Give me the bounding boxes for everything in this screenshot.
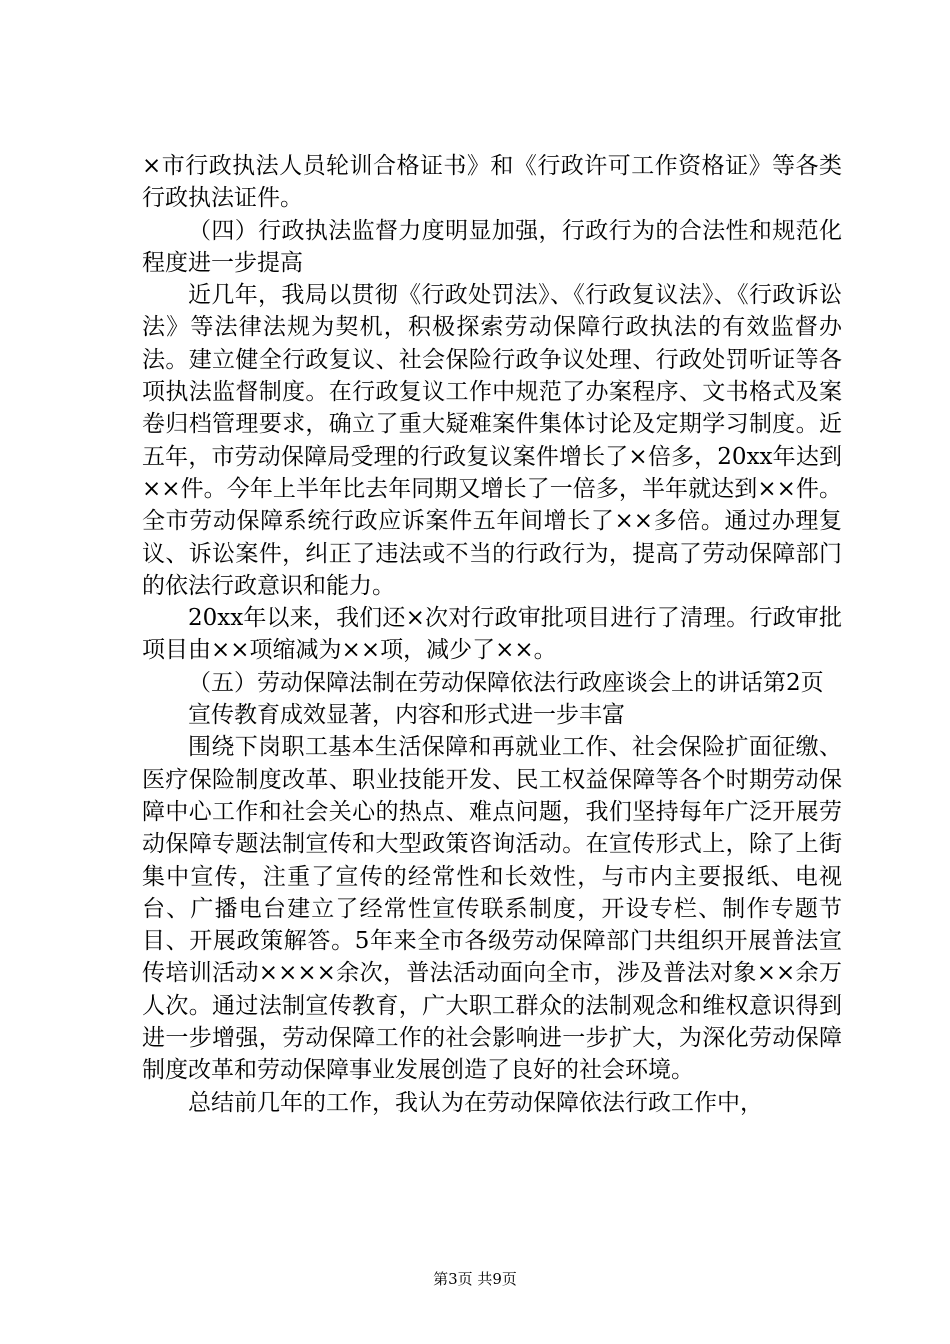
- paragraph: 20xx年以来，我们还×次对行政审批项目进行了清理。行政审批项目由××项缩减为××项，减少了××。: [142, 605, 842, 664]
- paragraph: （五）劳动保障法制在劳动保障依法行政座谈会上的讲话第2页: [188, 669, 824, 696]
- paragraph: （四）行政执法监督力度明显加强，行政行为的合法性和规范化程度进一步提高: [142, 217, 842, 276]
- paragraph: ×市行政执法人员轮训合格证书》和《行政许可工作资格证》等各类行政执法证件。: [142, 153, 842, 212]
- paragraph: 近几年，我局以贯彻《行政处罚法》、《行政复议法》、《行政诉讼法》等法律法规为契机，积极探索劳动保障行政执法的有效监督办法。建立健全行政复议、社会保险行政争议处理、行政处罚听证等各项执法监督制度。在行政复议工作中规范了办案程序、文书格式及案卷归档管理要求，确立了重大疑难案件集体讨论及定期学习制度。近五年，市劳动保障局受理的行政复议案件增长了×倍多，20xx年达到××件。今年上半年比去年同期又增长了一倍多，半年就达到××件。全市劳动保障系统行政应诉案件五年间增长了××多倍。通过办理复议、诉讼案件，纠正了违法或不当的行政行为，提高了劳动保障部门的依法行政意识和能力。: [142, 282, 842, 599]
- paragraph: 宣传教育成效显著，内容和形式进一步丰富: [188, 702, 625, 729]
- document-body: [142, 150, 842, 1119]
- paragraph: 围绕下岗职工基本生活保障和再就业工作、社会保险扩面征缴、医疗保险制度改革、职业技能开发、民工权益保障等各个时期劳动保障中心工作和社会关心的热点、难点问题，我们坚持每年广泛开展劳动保障专题法制宣传和大型政策咨询活动。在宣传形式上，除了上街集中宣传，注重了宣传的经常性和长效性，与市内主要报纸、电视台、广播电台建立了经常性宣传联系制度，开设专栏、制作专题节目、开展政策解答。5年来全市各级劳动保障部门共组织开展普法宣传培训活动××××余次，普法活动面向全市，涉及普法对象××余万人次。通过法制宣传教育，广大职工群众的法制观念和维权意识得到进一步增强，劳动保障工作的社会影响进一步扩大，为深化劳动保障制度改革和劳动保障事业发展创造了良好的社会环境。: [142, 734, 842, 1084]
- page-footer: 第3页 共9页: [433, 1270, 517, 1288]
- paragraph: 总结前几年的工作，我认为在劳动保障依法行政工作中，: [188, 1089, 763, 1116]
